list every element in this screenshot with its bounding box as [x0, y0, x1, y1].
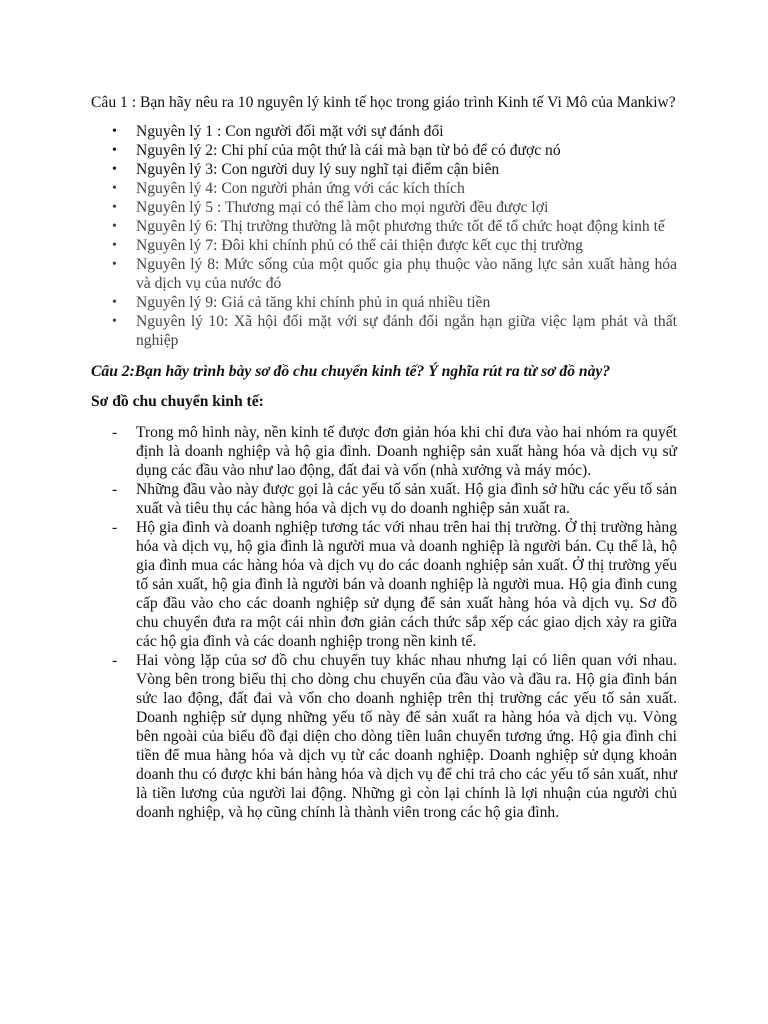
bullet-icon: •: [112, 200, 117, 215]
principle-text: Nguyên lý 3: Con người duy lý suy nghĩ tại điểm cận biên: [136, 161, 500, 178]
explanation-list: [91, 423, 677, 822]
principles-list: [91, 122, 677, 350]
principle-item-4: [91, 179, 677, 198]
document-page: [91, 93, 677, 822]
principle-text: Nguyên lý 1 : Con người đối mặt với sự đánh đổi: [136, 123, 444, 140]
question-1: Câu 1 : Bạn hãy nêu ra 10 nguyên lý kinh tế học trong giáo trình Kinh tế Vi Mô của Mankiw?: [91, 94, 676, 111]
principle-item-2: [91, 141, 677, 160]
principle-text: Nguyên lý 4: Con người phản ứng với các kích thích: [136, 180, 465, 197]
principle-text: Nguyên lý 2: Chi phí của một thứ là cái mà bạn từ bỏ để có được nó: [136, 142, 561, 159]
principle-item-7: [91, 236, 677, 255]
principle-item-3: [91, 160, 677, 179]
bullet-icon: •: [112, 295, 117, 310]
dash-icon: -: [112, 481, 118, 498]
principle-item-10: [91, 312, 677, 350]
explanation-text: Trong mô hình này, nền kinh tế được đơn giản hóa khi chỉ đưa vào hai nhóm ra quyết định là doanh nghiệp và hộ gia đình. Doanh nghiệp sản xuất hàng hóa và dịch vụ sử dụng các đầu vào như lao động, đất đai và vốn (nhà xưởng và máy móc).: [136, 424, 677, 479]
bullet-icon: •: [112, 162, 117, 177]
principle-item-8: [91, 255, 677, 293]
bullet-icon: •: [112, 124, 117, 139]
explanation-text: Hai vòng lặp của sơ đồ chu chuyển tuy khác nhau nhưng lại có liên quan với nhau. Vòng bên trong biểu thị cho dòng chu chuyển của đầu vào và đầu ra. Hộ gia đình bán sức lao động, đất đai và vốn cho doanh nghiệp trên thị trường các yếu tố sản xuất. Doanh nghiệp sử dụng những yếu tố này để sản xuất ra hàng hóa và dịch vụ. Vòng bên ngoài của biểu đồ đại diện cho dòng tiền luân chuyển tương ứng. Hộ gia đình chi tiền để mua hàng hóa và dịch vụ từ các doanh nghiệp. Doanh nghiệp sử dụng khoản doanh thu có được khi bán hàng hóa và dịch vụ để chi trả cho các yếu tố sản xuất, như là tiền lương của người lai động. Những gì còn lại chính là lợi nhuận của người chủ doanh nghiệp, và họ cũng chính là thành viên trong các hộ gia đình.: [136, 652, 677, 821]
principle-item-5: [91, 198, 677, 217]
dash-icon: -: [112, 519, 118, 536]
explanation-item-2: [91, 480, 677, 518]
explanation-text: Những đầu vào này được gọi là các yếu tố sản xuất. Hộ gia đình sở hữu các yếu tố sản xuất và tiêu thụ các hàng hóa và dịch vụ do doanh nghiệp sản xuất ra.: [136, 481, 677, 517]
principle-text: Nguyên lý 7: Đôi khi chính phủ có thể cải thiện được kết cục thị trường: [136, 237, 583, 254]
dash-icon: -: [112, 652, 118, 669]
bullet-icon: •: [112, 219, 117, 234]
explanation-text: Hộ gia đình và doanh nghiệp tương tác với nhau trên hai thị trường. Ở thị trường hàng hóa và dịch vụ, hộ gia đình là người mua và doanh nghiệp là người bán. Cụ thể là, hộ gia đình mua các hàng hóa và dịch vụ do các doanh nghiệp sản xuất. Ở thị trường yếu tố sản xuất, hộ gia đình là người bán và doanh nghiệp là người mua. Hộ gia đình cung cấp đầu vào cho các doanh nghiệp sử dụng để sản xuất hàng hóa và dịch vụ. Sơ đồ chu chuyển đưa ra một cái nhìn đơn giản cách thức sắp xếp các giao dịch xảy ra giữa các hộ gia đình và các doanh nghiệp trong nền kinh tế.: [136, 519, 677, 650]
principle-item-9: [91, 293, 677, 312]
bullet-icon: •: [112, 238, 117, 253]
explanation-item-3: [91, 518, 677, 651]
principle-text: Nguyên lý 10: Xã hội đối mặt với sự đánh đổi ngắn hạn giữa việc lạm phát và thất nghiệp: [136, 313, 677, 349]
principle-item-1: [91, 122, 677, 141]
principle-text: Nguyên lý 9: Giá cả tăng khi chính phủ in quá nhiều tiền: [136, 294, 491, 311]
bullet-icon: •: [112, 314, 117, 329]
bullet-icon: •: [112, 181, 117, 196]
principle-item-6: [91, 217, 677, 236]
explanation-item-4: [91, 651, 677, 822]
explanation-item-1: [91, 423, 677, 480]
principle-text: Nguyên lý 5 : Thương mại có thể làm cho mọi người đều được lợi: [136, 199, 549, 216]
bullet-icon: •: [112, 143, 117, 158]
principle-text: Nguyên lý 8: Mức sống của một quốc gia phụ thuộc vào năng lực sản xuất hàng hóa và dịch vụ của nước đó: [136, 256, 677, 292]
section-heading: Sơ đồ chu chuyển kinh tế:: [91, 393, 264, 410]
question-2: Câu 2:Bạn hãy trình bày sơ đồ chu chuyển kinh tế? Ý nghĩa rút ra từ sơ đồ này?: [91, 363, 611, 380]
bullet-icon: •: [112, 257, 117, 272]
dash-icon: -: [112, 424, 118, 441]
principle-text: Nguyên lý 6: Thị trường thường là một phương thức tốt để tổ chức hoạt động kinh tế: [136, 218, 665, 235]
